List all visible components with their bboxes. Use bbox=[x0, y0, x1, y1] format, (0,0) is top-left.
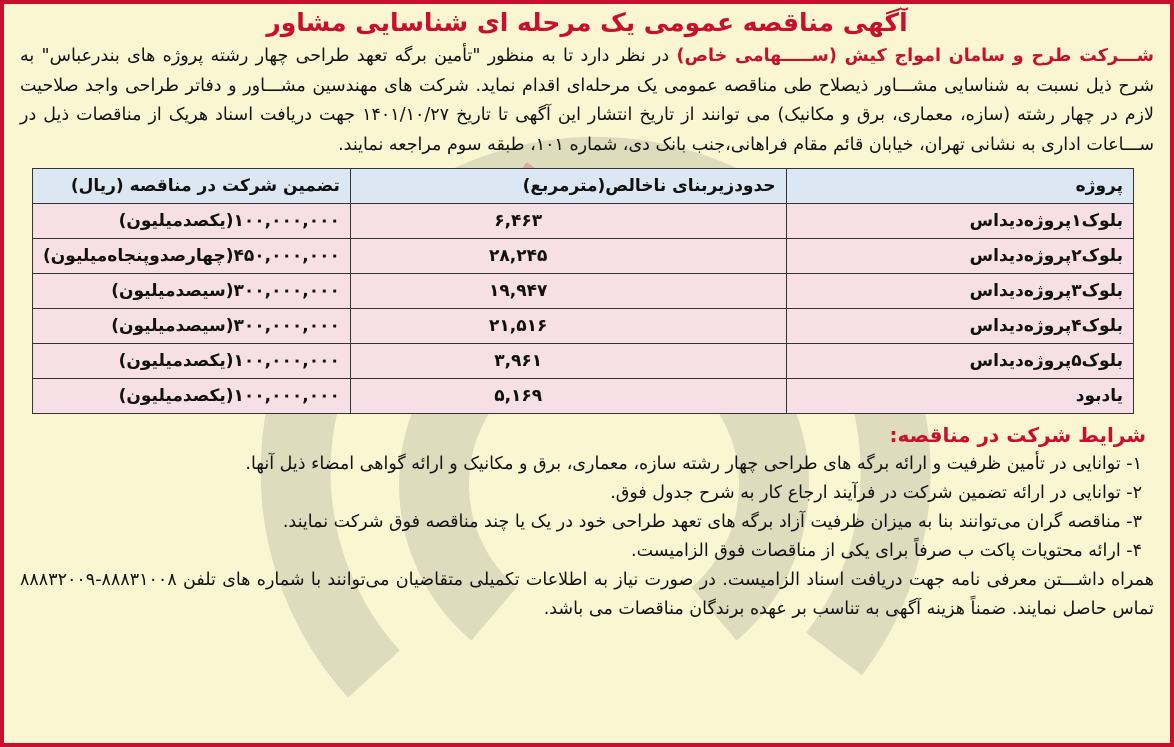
cell-project: بلوک۳پروژه‌دیداس bbox=[786, 274, 1133, 309]
cell-project: یادبود bbox=[786, 379, 1133, 414]
table-row bbox=[33, 239, 1134, 274]
cell-area: ۶,۴۶۳ bbox=[350, 204, 786, 239]
tender-table bbox=[32, 168, 1134, 414]
condition-item: ۴- ارائه محتویات پاکت ب صرفاً برای یکی از مناقصات فوق الزامیست. bbox=[631, 541, 1142, 561]
cell-project: بلوک۵پروژه‌دیداس bbox=[786, 344, 1133, 379]
intro-paragraph bbox=[4, 42, 1170, 160]
cell-guarantee: ۱۰۰,۰۰۰,۰۰۰(یکصدمیلیون) bbox=[33, 379, 351, 414]
condition-item: ۱- توانایی در تأمین ظرفیت و ارائه برگه های طراحی چهار رشته سازه، معماری، برق و مکانیک و ارائه گواهی امضاء ذیل آنها. bbox=[245, 454, 1142, 474]
footer-note: همراه داشـــتن معرفی نامه جهت دریافت اسناد الزامیست. در صورت نیاز به اطلاعات تکمیلی متقاضیان می‌توانند با شماره های تلفن ۸۸۸۳۱۰۰۸-۸۸۸۳۲۰۰۹ تماس حاصل نمایند. ضمناً هزینه آگهی به تناسب بر عهده برندگان مناقصات می باشد. bbox=[20, 570, 1154, 619]
header-guarantee: تضمین شرکت در مناقصه (ریال) bbox=[33, 169, 351, 204]
cell-project: بلوک۲پروژه‌دیداس bbox=[786, 239, 1133, 274]
cell-project: بلوک۱پروژه‌دیداس bbox=[786, 204, 1133, 239]
table-row bbox=[33, 379, 1134, 414]
cell-guarantee: ۱۰۰,۰۰۰,۰۰۰(یکصدمیلیون) bbox=[33, 204, 351, 239]
conditions-title: شرایط شرکت در مناقصه: bbox=[889, 423, 1146, 447]
cell-area: ۱۹,۹۴۷ bbox=[350, 274, 786, 309]
page-title: آگهی مناقصه عمومی یک مرحله ای شناسایی مشاور bbox=[266, 8, 908, 37]
cell-area: ۵,۱۶۹ bbox=[350, 379, 786, 414]
cell-area: ۳,۹۶۱ bbox=[350, 344, 786, 379]
table-row bbox=[33, 309, 1134, 344]
cell-project: بلوک۴پروژه‌دیداس bbox=[786, 309, 1133, 344]
condition-item: ۲- توانایی در ارائه تضمین شرکت در فرآیند ارجاع کار به شرح جدول فوق. bbox=[610, 483, 1142, 503]
header-project: پروژه bbox=[786, 169, 1133, 204]
cell-guarantee: ۳۰۰,۰۰۰,۰۰۰(سیصدمیلیون) bbox=[33, 274, 351, 309]
table-row bbox=[33, 274, 1134, 309]
intro-text: در نظر دارد تا به منظور "تأمین برگه تعهد طراحی چهار رشته پروژه های بندرعباس" به شرح ذیل نسبت به شناسایی مشـــاور ذیصلاح طی مناقصه عمومی یک مرحله‌ای اقدام نماید. شرکت های مهندسین مشـــاور و دفاتر طراحی واجد صلاحیت لازم در چهار رشته (سازه، معماری، برق و مکانیک) می توانند از تاریخ انتشار این آگهی تا تاریخ ۱۴۰۱/۱۰/۲۷ جهت دریافت اسناد هریک از مناقصات ذیل در ســـاعات اداری به نشانی تهران، خیابان قائم مقام فراهانی،جنب بانک دی، شماره ۱۰۱، طبقه سوم مراجعه نمایند. bbox=[20, 46, 1154, 155]
cell-guarantee: ۱۰۰,۰۰۰,۰۰۰(یکصدمیلیون) bbox=[33, 344, 351, 379]
cell-guarantee: ۴۵۰,۰۰۰,۰۰۰(چهارصدوپنجاه‌میلیون) bbox=[33, 239, 351, 274]
table-header-row bbox=[33, 169, 1134, 204]
cell-area: ۲۸,۲۴۵ bbox=[350, 239, 786, 274]
conditions-list bbox=[4, 450, 1170, 566]
table-row bbox=[33, 344, 1134, 379]
header-area: حدودزیربنای ناخالص(مترمربع) bbox=[350, 169, 786, 204]
cell-area: ۲۱,۵۱۶ bbox=[350, 309, 786, 344]
table-row bbox=[33, 204, 1134, 239]
company-name: شـــرکت طرح و سامان امواج کیش (ســـــهامی خاص) bbox=[676, 46, 1154, 66]
cell-guarantee: ۳۰۰,۰۰۰,۰۰۰(سیصدمیلیون) bbox=[33, 309, 351, 344]
condition-item: ۳- مناقصه گران می‌توانند بنا به میزان ظرفیت آزاد برگه های تعهد طراحی خود در یک یا چند مناقصه فوق شرکت نمایند. bbox=[282, 512, 1142, 532]
